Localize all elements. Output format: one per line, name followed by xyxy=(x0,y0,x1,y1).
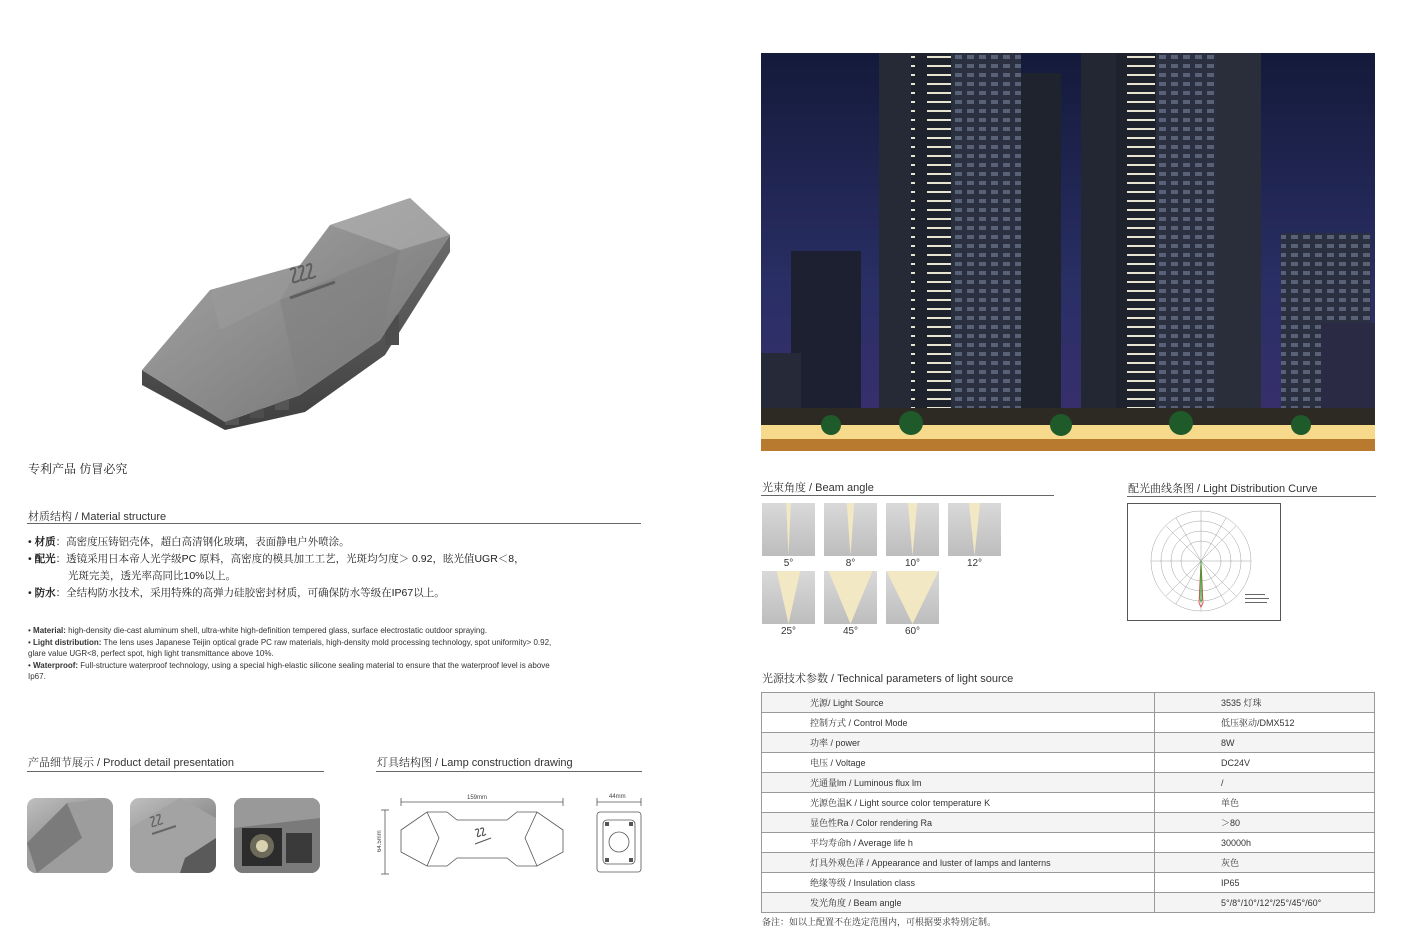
spec-row xyxy=(762,693,1375,713)
beam-tile xyxy=(886,571,939,624)
spec-value: ＞80 xyxy=(1155,813,1375,833)
beam-tile xyxy=(824,571,877,624)
spec-value: 灰色 xyxy=(1155,853,1375,873)
waterproof-en-item: • Waterproof: Full-structure waterproof technology, using a special high-elastic silicone sealing material to ensure that the waterproof level is above Ip67. xyxy=(28,660,550,681)
params-note: 备注：如以上配置不在选定范围内，可根据要求特别定制。 xyxy=(762,917,997,927)
spec-value: 30000h xyxy=(1155,833,1375,853)
spec-row xyxy=(762,893,1375,913)
beam-cone xyxy=(908,503,917,556)
spec-value: 8W xyxy=(1155,733,1375,753)
patent-notice: 专利产品 仿冒必究 xyxy=(28,462,128,476)
building-night-photo xyxy=(761,53,1375,451)
spec-value: 低压驱动/DMX512 xyxy=(1155,713,1375,733)
detail-section-title: 产品细节展示 / Product detail presentation xyxy=(28,757,235,769)
spec-row xyxy=(762,753,1375,773)
spec-value: 单色 xyxy=(1155,793,1375,813)
distribution-cn-continuation: 光斑完美，透光率高同比10%以上。 xyxy=(68,570,237,582)
beam-tile xyxy=(762,503,815,556)
distribution-cn-item: • 配光：透镜采用日本帝人光学级PC 原料，高密度的模具加工工艺，光斑均匀度＞ 0.92，眩光值UGR＜8， xyxy=(28,553,525,565)
beam-angle-label: 25° xyxy=(780,626,797,637)
detail-thumb-lens xyxy=(234,798,320,873)
drawing-divider xyxy=(376,771,642,772)
material-divider xyxy=(27,523,641,524)
beam-angle-label: 60° xyxy=(904,626,921,637)
construction-drawing xyxy=(377,790,643,882)
beam-tile xyxy=(762,571,815,624)
material-section-title: 材质结构 / Material structure xyxy=(28,511,167,523)
dim-width-label: 159mm xyxy=(467,795,488,801)
beam-angle-label: 45° xyxy=(842,626,859,637)
spec-key: 灯具外观色泽 / Appearance and luster of lamps and lanterns xyxy=(762,853,1155,873)
curve-divider xyxy=(1127,496,1376,497)
spec-value: 3535 灯珠 xyxy=(1155,693,1375,713)
spec-key: 电压 / Voltage xyxy=(762,753,1155,773)
spec-table xyxy=(761,692,1375,913)
beam-angle-label: 5° xyxy=(783,558,794,569)
spec-value: / xyxy=(1155,773,1375,793)
dim-height-label: 64.5mm xyxy=(377,830,383,852)
spec-value: 5°/8°/10°/12°/25°/45°/60° xyxy=(1155,893,1375,913)
spec-key: 平均寿命h / Average life h xyxy=(762,833,1155,853)
spec-value: DC24V xyxy=(1155,753,1375,773)
detail-divider xyxy=(27,771,324,772)
detail-thumb-corner xyxy=(27,798,113,873)
beam-cone xyxy=(786,503,791,556)
material-cn-list xyxy=(28,534,628,602)
spec-key: 绝缘等级 / Insulation class xyxy=(762,873,1155,893)
beam-angle-label: 8° xyxy=(845,558,856,569)
spec-row xyxy=(762,773,1375,793)
spec-row xyxy=(762,853,1375,873)
beam-section-title: 光束角度 / Beam angle xyxy=(762,482,874,494)
spec-key: 控制方式 / Control Mode xyxy=(762,713,1155,733)
light-distribution-curve xyxy=(1127,503,1281,621)
beam-tile xyxy=(886,503,939,556)
spec-value: IP65 xyxy=(1155,873,1375,893)
spec-row xyxy=(762,813,1375,833)
dim-side-label: 44mm xyxy=(609,794,626,800)
beam-tile xyxy=(948,503,1001,556)
beam-angle-label: 12° xyxy=(966,558,983,569)
material-cn-item: • 材质：高密度压铸铝壳体，超白高清钢化玻璃，表面静电户外喷涂。 xyxy=(28,536,350,548)
spec-row xyxy=(762,713,1375,733)
spec-row xyxy=(762,733,1375,753)
beam-angle-label: 10° xyxy=(904,558,921,569)
params-section-title: 光源技术参数 / Technical parameters of light source xyxy=(762,673,1014,685)
spec-key: 显色性Ra / Color rendering Ra xyxy=(762,813,1155,833)
spec-key: 光通量lm / Luminous flux lm xyxy=(762,773,1155,793)
beam-tile xyxy=(824,503,877,556)
material-en-item: • Material: high-density die-cast aluminum shell, ultra-white high-definition tempered glass, surface electrostatic outdoor spraying. xyxy=(28,626,488,635)
spec-key: 光源/ Light Source xyxy=(762,693,1155,713)
product-render xyxy=(130,190,460,430)
spec-row xyxy=(762,873,1375,893)
beam-cone xyxy=(829,571,873,624)
material-en-list xyxy=(28,625,553,683)
beam-cone xyxy=(777,571,800,624)
beam-cone xyxy=(887,571,939,624)
spec-key: 发光角度 / Beam angle xyxy=(762,893,1155,913)
spec-row xyxy=(762,793,1375,813)
spec-row xyxy=(762,833,1375,853)
beam-cone xyxy=(847,503,854,556)
curve-section-title: 配光曲线条图 / Light Distribution Curve xyxy=(1128,483,1318,495)
drawing-section-title: 灯具结构图 / Lamp construction drawing xyxy=(377,757,573,769)
waterproof-cn-item: • 防水：全结构防水技术，采用特殊的高弹力硅胶密封材质，可确保防水等级在IP67以上。 xyxy=(28,587,445,599)
beam-cone xyxy=(969,503,980,556)
spec-key: 功率 / power xyxy=(762,733,1155,753)
detail-thumb-logo xyxy=(130,798,216,873)
beam-divider xyxy=(761,495,1054,496)
distribution-en-item: • Light distribution: The lens uses Japanese Teijin optical grade PC raw materials, high-density mold processing technology, spot uniformity> 0.92, glare value UGR<8, perfect spot, high light transmittance above 10%. xyxy=(28,637,552,658)
spec-key: 光源色温K / Light source color temperature K xyxy=(762,793,1155,813)
